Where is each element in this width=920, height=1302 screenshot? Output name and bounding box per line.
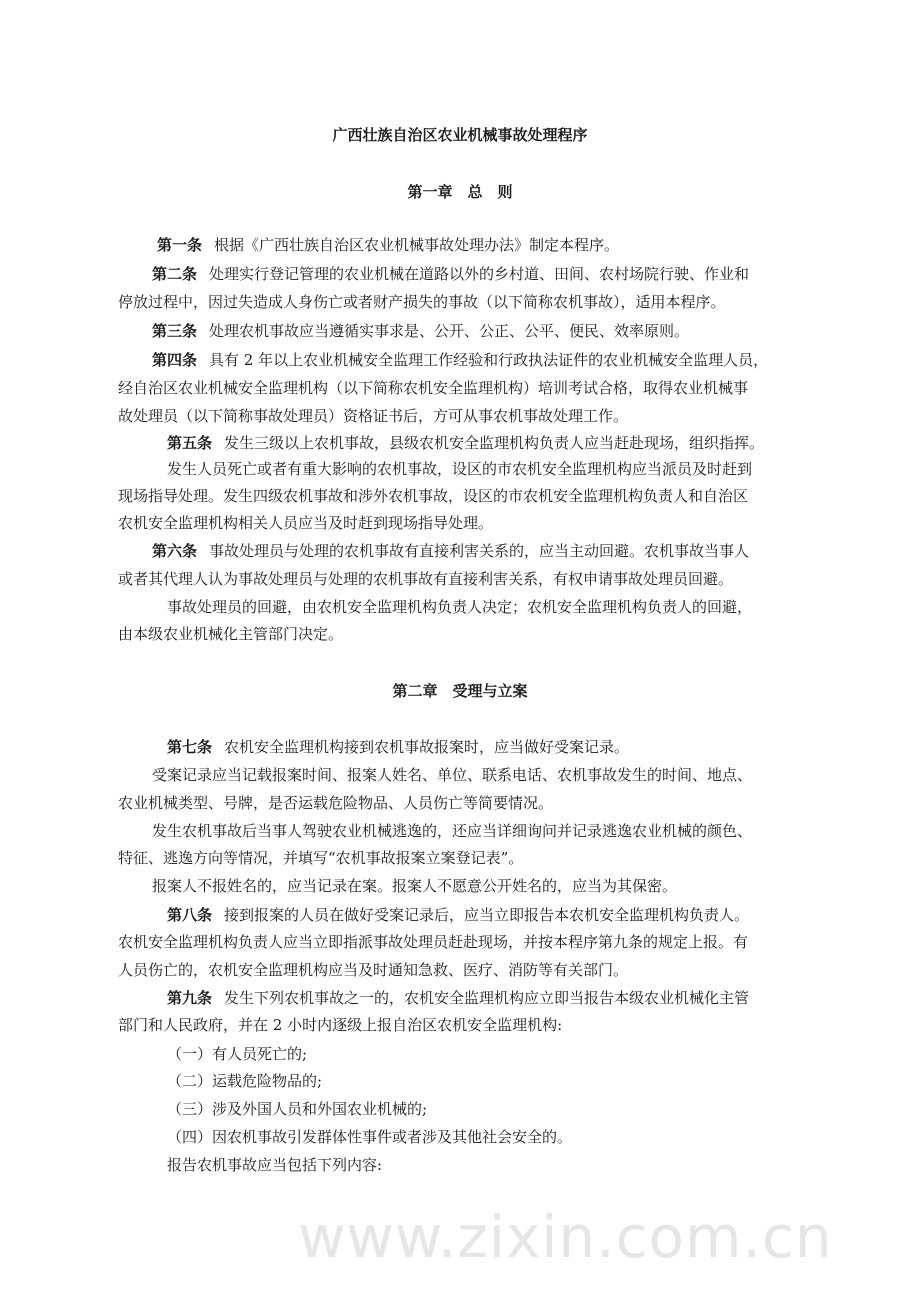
article-text: 具有 2 年以上农业机械安全监理工作经验和行政执法证件的农业机械安全监理人员，: [209, 351, 769, 369]
article-line: 现场指导处理。发生四级农机事故和涉外农机事故，设区的市农机安全监理机构负责人和自治区: [118, 487, 749, 505]
article-line: 发生人员死亡或者有重大影响的农机事故，设区的市农机安全监理机构应当派员及时赶到: [167, 460, 753, 478]
article-line: 部门和人民政府，并在 2 小时内逐级上报自治区农机安全监理机构:: [118, 1016, 563, 1034]
article-line: 受案记录应当记载报案时间、报案人姓名、单位、联系电话、农机事故发生的时间、地点、: [152, 766, 753, 784]
article-line: 农业机械类型、号牌，是否运载危险物品、人员伤亡等简要情况。: [118, 794, 554, 812]
article-line: 事故处理员的回避，由农机安全监理机构负责人决定；农机安全监理机构负责人的回避，: [167, 598, 753, 616]
article-text: 处理实行登记管理的农业机械在道路以外的乡村道、田间、农村场院行驶、作业和: [209, 265, 750, 283]
article-text: 事故处理员与处理的农机事故有直接利害关系的，应当主动回避。农机事故当事人: [209, 542, 750, 560]
article-line: 由本级农业机械化主管部门决定。: [118, 625, 344, 643]
article-line: [167, 905, 749, 925]
chapter-heading: 第二章 受理与立案: [392, 682, 528, 700]
article-line: 特征、逃逸方向等情况，并填写“农机事故报案立案登记表”。: [118, 849, 524, 867]
article-text: 农机安全监理机构接到农机事故报案时，应当做好受案记录。: [224, 738, 630, 756]
article-text: 接到报案的人员在做好受案记录后，应当立即报告本农机安全监理机构负责人。: [224, 906, 750, 924]
article-line: 人员伤亡的，农机安全监理机构应当及时通知急救、医疗、消防等有关部门。: [118, 961, 629, 979]
article-number: 第六条: [152, 542, 198, 560]
article-text: 发生三级以上农机事故，县级农机安全监理机构负责人应当赶赴现场，组织指挥。: [224, 434, 765, 452]
watermark: www.zixin.com.cn: [298, 1203, 833, 1271]
article-line: 停放过程中，因过失造成人身伤亡或者财产损失的事故（以下简称农机事故），适用本程序。: [118, 293, 726, 311]
article-line: [152, 350, 768, 370]
article-line: 或者其代理人认为事故处理员与处理的农机事故有直接利害关系，有权申请事故处理员回避。: [118, 570, 734, 588]
article-line: 经自治区农业机械安全监理机构（以下简称农机安全监理机构）培训考试合格，取得农业机械事: [118, 379, 749, 397]
article-line: [167, 433, 764, 453]
article-line: 发生农机事故后当事人驾驶农业机械逃逸的，还应当详细询问并记录逃逸农业机械的颜色、: [152, 822, 753, 840]
article-number: 第五条: [167, 434, 213, 452]
article-line: 农机安全监理机构负责人应当立即指派事故处理员赶赴现场，并按本程序第九条的规定上报。有: [118, 933, 749, 951]
article-line: 农机安全监理机构相关人员应当及时赶到现场指导处理。: [118, 514, 494, 532]
article-text: 根据《广西壮族自治区农业机械事故处理办法》制定本程序。: [214, 236, 620, 254]
list-item: （一）有人员死亡的;: [167, 1045, 308, 1063]
list-item: （三）涉及外国人员和外国农业机械的;: [167, 1100, 428, 1118]
article-line: [152, 541, 749, 561]
document-title: 广西壮族自治区农业机械事故处理程序: [332, 126, 588, 144]
article-line: [167, 988, 749, 1008]
article-line: [152, 264, 749, 284]
article-line: 报告农机事故应当包括下列内容:: [167, 1156, 383, 1174]
article-number: 第八条: [167, 906, 213, 924]
article-number: 第四条: [152, 351, 198, 369]
article-line: [152, 321, 689, 341]
article-number: 第二条: [152, 265, 198, 283]
article-line: [167, 737, 629, 757]
article-number: 第三条: [152, 322, 198, 340]
article-text: 处理农机事故应当遵循实事求是、公开、公正、公平、便民、效率原则。: [209, 322, 690, 340]
article-line: [157, 235, 619, 255]
list-item: （二）运载危险物品的;: [167, 1072, 323, 1090]
chapter-heading: 第一章 总 则: [407, 183, 513, 201]
article-line: 报案人不报姓名的，应当记录在案。报案人不愿意公开姓名的，应当为其保密。: [152, 877, 678, 895]
article-text: 发生下列农机事故之一的，农机安全监理机构应立即当报告本级农业机械化主管: [224, 989, 750, 1007]
article-number: 第七条: [167, 738, 213, 756]
article-number: 第九条: [167, 989, 213, 1007]
article-number: 第一条: [157, 236, 203, 254]
list-item: （四）因农机事故引发群体性事件或者涉及其他社会安全的。: [167, 1128, 573, 1146]
article-line: 故处理员（以下简称事故处理员）资格证书后，方可从事农机事故处理工作。: [118, 407, 629, 425]
